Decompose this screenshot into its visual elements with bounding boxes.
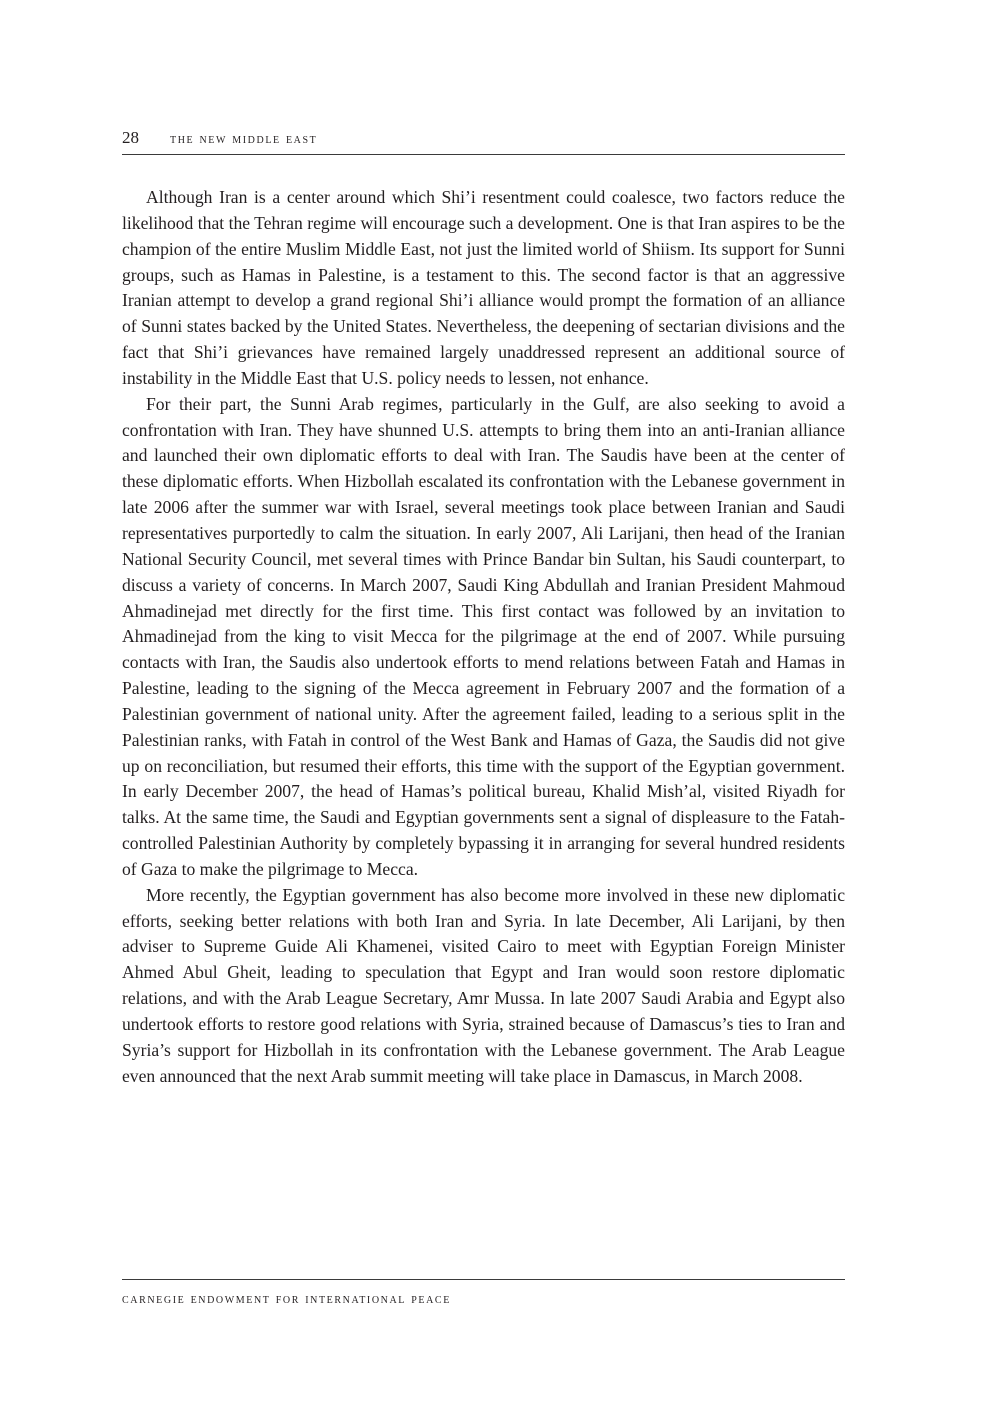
page-number: 28 — [122, 128, 139, 147]
paragraph: For their part, the Sunni Arab regimes, particularly in the Gulf, are also seeking to avoid a confrontation with Iran. They have shunned U.S. attempts to bring them into an anti-Iranian alliance and launched their own diplomatic efforts to deal with Iran. The Saudis have been at the center of these diplomatic efforts. When Hizbollah escalated its confrontation with the Lebanese government in late 2006 after the summer war with Israel, several meetings took place between Iranian and Saudi representatives purportedly to calm the situation. In early 2007, Ali Larijani, then head of the Iranian National Security Council, met several times with Prince Bandar bin Sultan, his Saudi counterpart, to discuss a variety of concerns. In March 2007, Saudi King Abdullah and Iranian President Mahmoud Ahmadinejad met directly for the first time. This first contact was followed by an invitation to Ahmadinejad from the king to visit Mecca for the pilgrimage at the end of 2007. While pursuing contacts with Iran, the Saudis also undertook efforts to mend relations between Fatah and Hamas in Palestine, leading to the signing of the Mecca agreement in February 2007 and the formation of a Palestinian government of national unity. After the agreement failed, leading to a serious split in the Palestinian ranks, with Fatah in control of the West Bank and Hamas of Gaza, the Saudis did not give up on reconciliation, but resumed their efforts, this time with the support of the Egyptian government. In early December 2007, the head of Hamas’s political bureau, Khalid Mish’al, visited Riyadh for talks. At the same time, the Saudi and Egyptian governments sent a signal of displeasure to the Fatah-controlled Palestinian Authority by completely bypassing it in arranging for several hundred residents of Gaza to make the pilgrimage to Mecca. — [122, 393, 845, 879]
paragraph: More recently, the Egyptian government has also become more involved in these new diplomatic efforts, seeking better relations with both Iran and Syria. In late December, Ali Larijani, by then adviser to Supreme Guide Ali Khamenei, visited Cairo to meet with Egyptian Foreign Minister Ahmed Abul Gheit, leading to speculation that Egypt and Iran would soon restore diplomatic relations, and with the Arab League Secretary, Amr Mussa. In late 2007 Saudi Arabia and Egypt also undertook efforts to restore good relations with Syria, strained because of Damascus’s ties to Iran and Syria’s support for Hizbollah in its confrontation with the Lebanese government. The Arab League even announced that the next Arab summit meeting will take place in Damascus, in March 2008. — [122, 884, 845, 1086]
paragraph: Although Iran is a center around which Shi’i resentment could coalesce, two factors reduce the likelihood that the Tehran regime will encourage such a development. One is that Iran aspires to be the champion of the entire Muslim Middle East, not just the limited world of Shiism. Its support for Sunni groups, such as Hamas in Palestine, is a testament to this. The second factor is that an aggressive Iranian attempt to develop a grand regional Shi’i alliance would prompt the formation of an alliance of Sunni states backed by the United States. Nevertheless, the deepening of sectarian divisions and the fact that Shi’i grievances have remained largely unaddressed represent an additional source of instability in the Middle East that U.S. policy needs to lessen, not enhance. — [122, 187, 845, 388]
running-head — [122, 128, 845, 155]
footer-publisher: carnegie endowment for international peace — [122, 1291, 451, 1307]
body-text — [122, 185, 845, 1090]
running-title: the new middle east — [170, 131, 318, 147]
footer — [122, 1279, 845, 1307]
